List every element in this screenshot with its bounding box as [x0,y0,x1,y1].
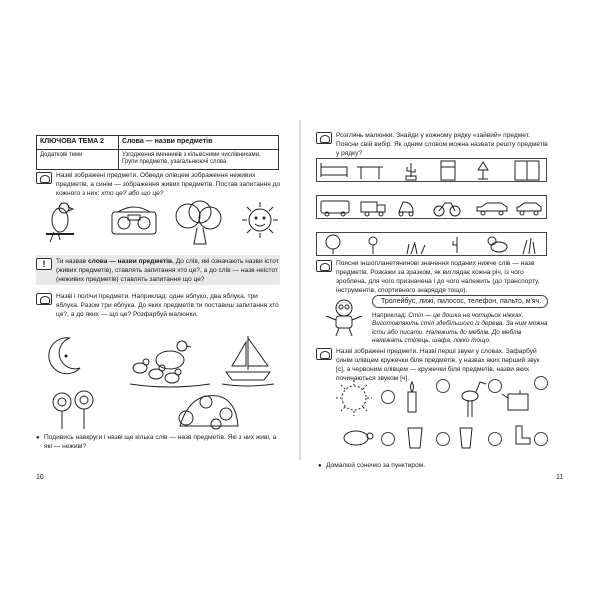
topic-header-right: Слова — назви предметів [119,136,279,150]
topic-table [36,135,279,170]
task-book-icon [316,348,332,360]
book-spine [299,120,301,460]
sun-icon [242,202,278,238]
furniture-icons [317,159,546,181]
left-task-1-text: Назві зображені предмети. Обведи олівцем зображення неживих предметів, а синім — зображення живих предметів. Постав запитання до кожного з них: [56,172,281,197]
radio-icon [112,207,156,234]
boot-icon [516,426,530,444]
cactus-icon [453,237,457,253]
turtle-icon [344,431,373,445]
wardrobe-icon [515,161,539,180]
task-book-icon [36,293,52,305]
tree-icon [326,235,340,254]
answer-circle[interactable] [534,432,548,446]
topic-row-left: Додаткові теми [37,149,119,169]
answer-circle[interactable] [381,432,395,446]
table-icon [357,167,383,179]
answer-circle[interactable] [534,376,548,390]
flower-icon [369,237,377,254]
moon-icon [49,338,80,374]
bed-icon [321,163,347,177]
right-page-number: 11 [556,474,564,481]
right-task-3-text: Назві зображені предмети. Назві перші звуки у словах. Зафарбуй синім олівцем кружечки біля предметів, у назвах яких перший звук [с], а червоним олівцем — кружечки біля предметів, назви яких починаються звуком [ч]. [336,348,540,382]
left-page-number: 10 [36,474,44,481]
transport-row [316,195,547,219]
dog-icon [488,237,507,252]
plants-icons [317,233,546,255]
example-text-block [372,312,552,345]
glass-icon [460,428,472,448]
sedan-icon [517,203,541,215]
fridge-icon [441,161,455,180]
grass-icon [407,242,425,254]
left-task-2-text: Назві і полічи предмети. Наприклад: одне яблуко, два яблука, три яблука. Разом три яблука. До яких предметів ти поставиш запитання хто це?, а до яких — що це? Розфарбуй малюнки. [56,293,279,318]
rule-note [36,258,281,285]
ducks-icon [130,341,210,387]
task-book-icon [316,132,332,144]
trash-can-icon [408,428,422,448]
rule-note-term: слова — назви предметів. [87,258,174,265]
topic-row-right: Узгодження іменників з кількісними числівниками. Групи предметів, узагальнюючі слова [119,149,279,169]
parrot-icon [46,203,74,242]
answer-circle[interactable] [436,432,450,446]
exclamation-icon: ! [36,258,52,270]
answer-circle[interactable] [381,390,395,404]
bus-icon [321,201,349,216]
kettle-icon [502,390,528,410]
bush-icon [523,238,535,254]
words-box: Тролейбус, лижі, пилосос, телефон, пальто, м'яч. [372,295,548,308]
stroller-icon [399,202,413,216]
tree-icon [176,201,221,244]
bicycle-icon [434,203,460,216]
left-pictures-row-2 [40,330,280,430]
task-book-icon [36,172,52,184]
plants-row [316,232,547,256]
rule-note-lead: Ти назвав [56,258,87,265]
alien-robot-icon [322,298,366,338]
task-book-icon [316,260,332,272]
sunflowers-icon [53,391,93,429]
cactus-icon [406,163,416,180]
example-text: Стіл — це дошка на чотирьох ніжках. Виготовляють стіл здебільшого із дерева. За ним можна їсти або писати. Належить до меблів. До меблів належать стілець, шафа, ліжко тощо. [372,312,548,344]
candle-icon [408,382,416,412]
transport-icons [317,196,546,218]
topic-header-left: КЛЮЧОВА ТЕМА 2 [37,136,119,150]
right-bullet-1: ● Домалюй сонечко за пунктиром. [326,462,546,471]
answer-circle[interactable] [436,379,450,393]
answer-circle[interactable] [488,432,502,446]
truck-icon [361,202,385,216]
left-pictures-row-1 [40,198,280,248]
right-task-2 [316,260,549,296]
apples-hedgehog-icon [179,396,238,429]
left-task-1 [36,172,281,199]
stork-icon [462,382,486,417]
furniture-row [316,158,547,182]
rule-note-text: До слів, які означають назви істот (живих предметів), ставлять запитання хто це?, а до слів — назв неістот (неживих предметів) ставлять запитання що це? [56,258,279,283]
car-icon [477,203,507,215]
answer-circle[interactable] [488,379,502,393]
lamp-icon [478,162,488,179]
left-bullet-1: ● Подивись навкруги і назві ще кілька слів — назв предметів. Які з них живі, а які — неживі? [44,434,280,452]
example-lead: Наприклад: [372,312,407,319]
dotted-sun-icon [336,380,372,416]
left-task-1-question: хто це? або що це? [101,189,164,197]
right-task-2-text: Поясни іншопланетянинові значення поданих нижче слів — назв предметів. Розкажи за зразком, як виглядає кожна річ, із чого зроблена, для чого призначена і до чого належить (до транспорту, інструментів, спортивного знаряддя тощо). [336,260,540,294]
left-task-2 [36,293,281,320]
right-task-1 [316,132,549,159]
right-task-1-text: Розглянь малюнки. Знайди у кожному рядку «зайвий» предмет. Поясни свій вибір. Як одним словом можна назвати решту предметів у рядку? [336,132,548,157]
sailboat-icon [222,336,274,386]
